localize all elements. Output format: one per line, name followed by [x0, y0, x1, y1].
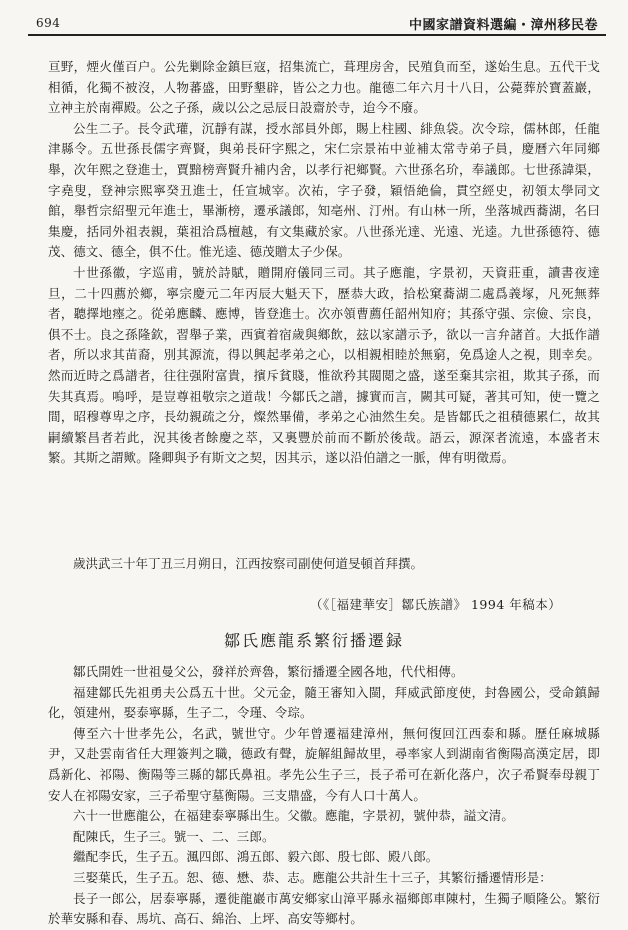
paragraph: 長子一郎公，居泰寧縣，遷徙龍巖市萬安鄉家山漳平縣永福鄉郎車陳村，生獨子順隆公。繁衍於華安縣和春、馬坑、高石、綿治、上坪、高安等鄉村。: [48, 890, 600, 927]
header-rule: [28, 34, 606, 36]
paragraph: 六十一世應龍公，在福建泰寧縣出生。父徽。應龍，字景初，號仲恭，謚文清。: [73, 808, 515, 824]
paragraph: 公生二子。長令武瓘，沉靜有謀，授水部員外郎，賜上柱國、緋魚袋。次令琮，儒林郎，任龍津縣令。五世孫長儒字齊賢，與弟長矸字熙之，宋仁宗景祐中並補太常寺弟子員，慶曆六年同鄉舉，次年熙之登進士，賈黯榜齊賢升補内舍，以孝行祀鄉賢。六世孫名玠，奉議郎。七世孫諱渠，字堯叟，登神宗熙寧癸丑進士，任宣城宰。次祐，字子發，穎悟絶倫，貫空經史，初領太學同文館，舉哲宗紹聖元年進士，畢漸榜，遷承議郎，知亳州、汀州。有山林一所，坐落城西蕎湖，名曰集慶，括同外祖表親，葉祖洽爲檀越，有文集藏於家。八世孫光達、光遠、光逵。九世孫德符、德茂、德文、德全，俱不仕。惟光逵、德茂贈太子少保。: [48, 120, 600, 260]
paragraph: 配陳氏，生子三。號一、二、三郎。: [73, 828, 275, 844]
preface-text: [48, 57, 600, 469]
section-text: [48, 662, 600, 930]
section-title: 鄒氏應龍系繁衍播遷録: [223, 631, 404, 650]
source-note: （《［福建華安］鄒氏族譜》 1994 年稿本）: [310, 597, 562, 612]
paragraph: 三娶葉氏，生子五。恕、德、懋、恭、志。應龍公共計生十三子，其繁衍播遷情形是：: [73, 869, 552, 885]
paragraph: 福建鄒氏先祖勇夫公爲五十世。父元金，隨王審知入閩，拜威武節度使，封魯國公，受命鎮歸化，領建州，娶泰寧縣，生子二，令瑾、令琮。: [48, 684, 600, 721]
paragraph: 繼配李氏，生子五。渢四郎、鴻五郎、毅六郎、殷七郎、殿八郎。: [73, 849, 439, 865]
paragraph: 鄒氏開姓一世祖曼父公，發祥於齊魯，繁衍播遷全國各地，代代相傳。: [73, 664, 464, 679]
paragraph: 傳至六十世孝先公，名武，號世守。少年曾遷福建漳州，無何復回江西泰和縣。歷任麻城縣尹，又赴雲南省任大理簽判之職，德政有聲，旋解組歸故里，尋率家人到湖南省衡陽高漢定居，即爲新化、祁陽、衡陽等三縣的鄒氏鼻祖。孝先公生子三，長子希可在新化落户，次子希賢奉母親丁安人在祁陽安家，三子希聖守墓衡陽。三支鼎盛，今有人口十萬人。: [48, 725, 600, 803]
paragraph: 亘野，煙火僅百户。公先剿除金鎮巨寇，招集流亡，葺理房舍，民殖負而至，遂始生息。五代干戈相循，化獨不被沒，人物蕃盛，田野墾辟，皆公之力也。龍德二年六月十八日，公薨葬於寶蓋巖，立神主於南禪殿。公之子孫，歲以公之忌辰日設齋於寺，迨今不廢。: [48, 59, 600, 116]
page-number: 694: [36, 16, 61, 30]
paragraph: 十世孫徽，字巡甫，號於詩賦，贈開府儀同三司。其子應龍，字景初，天資莊重，讀書夜達旦，二十四薦於鄉，寧宗慶元二年丙辰大魁天下，歷恭大政，拾松窠蕎湖二處爲義塚，凡死無葬者，聽擇地瘞之。從弟應麟、應博，皆登進士。次亦領曹薦任韶州知府；其孫守强、宗儉、宗良，俱不士。良之孫隆欽，習舉子業，西賓着宿歲與鄉飲，玆以家譜示予，欲以一言弁諸首。大抵作譜者，所以求其苗裔，別其源流，得以興起孝弟之心，以相親相睦於無窮，免爲途人之視，則幸矣。然而近時之爲譜者，往往强附富貴，擯斥貧賤，惟欲矜其閥閲之盛，遂至棄其宗祖，欺其子孫，而失其真焉。嗚呼，是豈尊祖敬宗之道哉！今鄒氏之譜，據實而言，闕其可疑，著其可知，使一覽之間，昭穆尊卑之序，長幼親疏之分，燦然畢備，孝弟之心油然生矣。是皆鄒氏之祖積德累仁，故其嗣續繁昌者若此，況其後者餘慶之萃，又裏豐於前而不斷於後哉。語云，源深者流遠，本盛者末繁。其斯之謂歟。隆卿與予有斯文之契，因其示，遂以沿伯譜之一脈，俾有明徵焉。: [48, 264, 600, 466]
book-title: 中國家譜資料選編・漳州移民卷: [408, 18, 598, 33]
signature-line: 歲洪武三十年丁丑三月朔日，江西按察司副使何道旻頓首拜撰。: [73, 556, 424, 571]
